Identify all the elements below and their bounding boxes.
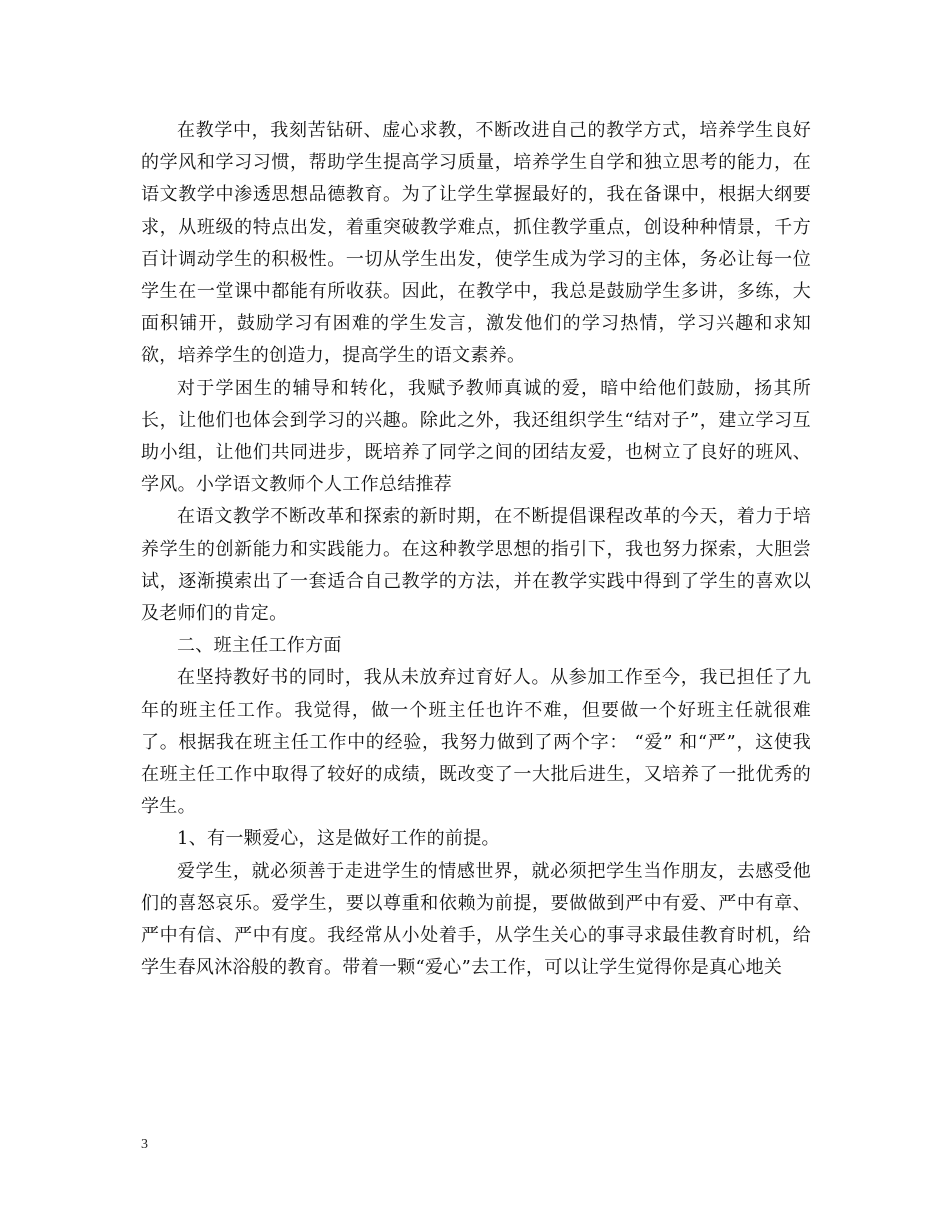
document-body [141, 115, 811, 984]
subheading-caring-heart: 1、有一颗爱心，这是做好工作的前提。 [177, 828, 500, 850]
paragraph-struggling-students: 对于学困生的辅导和转化，我赋予教师真诚的爱，暗中给他们鼓励，扬其所长，让他们也体会到学习的兴趣。除此之外，我还组织学生“结对子”，建立学习互助小组，让他们共同进步，既培养了同学之间的团结友爱，也树立了良好的班风、学风。小学语文教师个人工作总结推荐 [141, 377, 811, 496]
paragraph-curriculum-reform: 在语文教学不断改革和探索的新时期，在不断提倡课程改革的今天，着力于培养学生的创新能力和实践能力。在这种教学思想的指引下，我也努力探索，大胆尝试，逐渐摸索出了一套适合自己教学的方法，并在教学实践中得到了学生的喜欢以及老师们的肯定。 [141, 506, 811, 625]
section-heading-class-teacher: 二、班主任工作方面 [177, 635, 342, 657]
paragraph-teaching-methods: 在教学中，我刻苦钻研、虚心求教，不断改进自己的教学方式，培养学生良好的学风和学习习惯，帮助学生提高学习质量，培养学生自学和独立思考的能力，在语文教学中渗透思想品德教育。为了让学生掌握最好的，我在备课中，根据大纲要求，从班级的特点出发，着重突破教学难点，抓住教学重点，创设种种情景，千方百计调动学生的积极性。一切从学生出发，使学生成为学习的主体，务必让每一位学生在一堂课中都能有所收获。因此，在教学中，我总是鼓励学生多讲，多练，大面积铺开，鼓励学习有困难的学生发言，激发他们的学习热情，学习兴趣和求知欲，培养学生的创造力，提高学生的语文素养。 [141, 120, 811, 367]
paragraph-class-teacher-experience: 在坚持教好书的同时，我从未放弃过育好人。从参加工作至今，我已担任了九年的班主任工作。我觉得，做一个班主任也许不难，但要做一个好班主任就很难了。根据我在班主任工作中的经验，我努力做到了两个字： “爱” 和“严”，这使我在班主任工作中取得了较好的成绩，既改变了一大批后进生，又培养了一批优秀的学生。 [141, 667, 811, 818]
page-number: 3 [141, 1137, 148, 1152]
paragraph-love-students: 爱学生，就必须善于走进学生的情感世界，就必须把学生当作朋友，去感受他们的喜怒哀乐。爱学生，要以尊重和依赖为前提，要做做到严中有爱、严中有章、严中有信、严中有度。我经常从小处着手，从学生关心的事寻求最佳教育时机，给学生春风沐浴般的教育。带着一颗“爱心”去工作，可以让学生觉得你是真心地关 [141, 860, 811, 979]
